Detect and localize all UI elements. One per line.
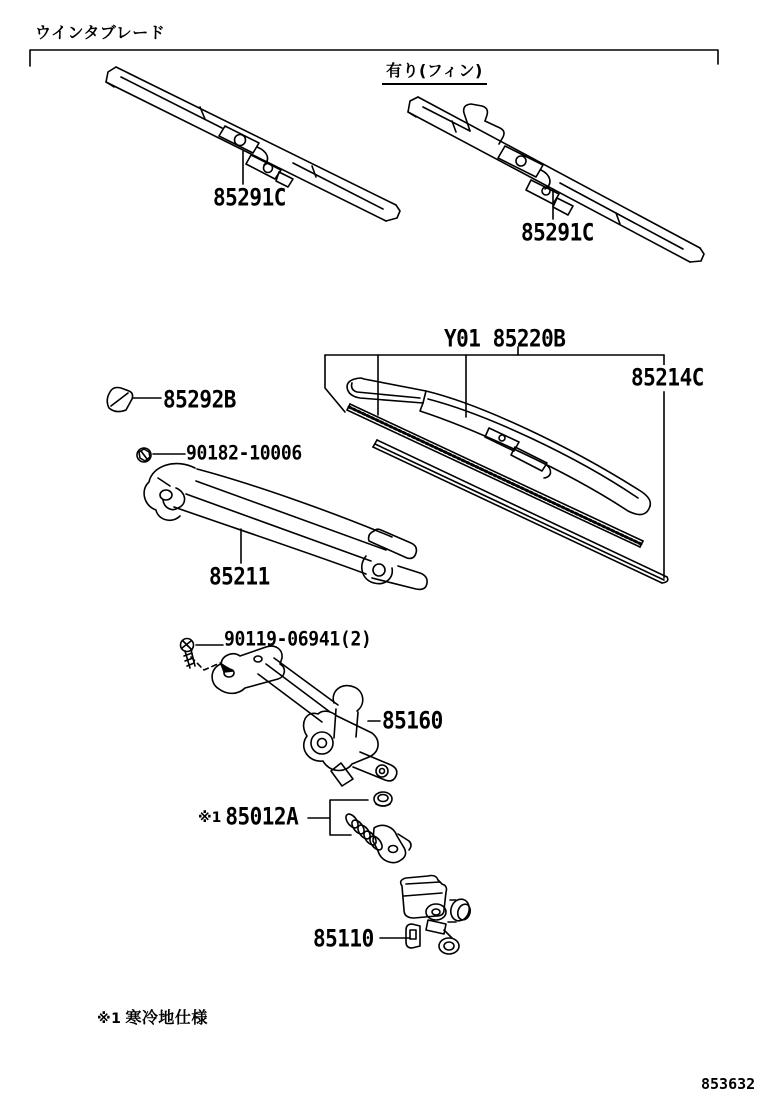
wiper-motor-drawing <box>380 876 472 955</box>
part-label-blade-rubber: 85214C <box>631 363 704 392</box>
part-label-blade-right: 85291C <box>521 218 594 247</box>
crank-sub-assembly-drawing <box>308 792 411 863</box>
part-label-pivot-cap: 85292B <box>163 385 236 414</box>
wiper-arm-drawing <box>144 464 427 590</box>
fin-variant-note: 有り(フィン) <box>382 63 487 85</box>
crank-part-number: 85012A <box>225 802 299 831</box>
footnote <box>97 1010 208 1026</box>
part-label-wiper-link: 85160 <box>382 706 443 735</box>
part-label-arm-nut: 90182-10006 <box>186 441 302 465</box>
figure-number: 853632 <box>701 1075 756 1093</box>
footnote-text: 寒冷地仕様 <box>125 1008 208 1027</box>
arm-nut-drawing <box>137 448 185 462</box>
part-label-link-bolt: 90119-06941(2) <box>224 627 372 651</box>
footnote-mark: ※1 <box>97 1011 122 1027</box>
pivot-cap-drawing <box>107 388 161 412</box>
part-label-crank <box>198 802 299 831</box>
page-title: ウインタブレード <box>35 23 166 42</box>
part-label-blade-assembly: Y01 85220B <box>444 324 566 353</box>
part-label-motor: 85110 <box>313 924 374 953</box>
wiper-link-drawing <box>212 646 397 786</box>
part-label-wiper-arm: 85211 <box>209 562 270 591</box>
part-label-blade-left: 85291C <box>213 183 286 212</box>
winter-blade-bracket <box>30 50 718 66</box>
crank-footnote-mark: ※1 <box>198 810 222 826</box>
